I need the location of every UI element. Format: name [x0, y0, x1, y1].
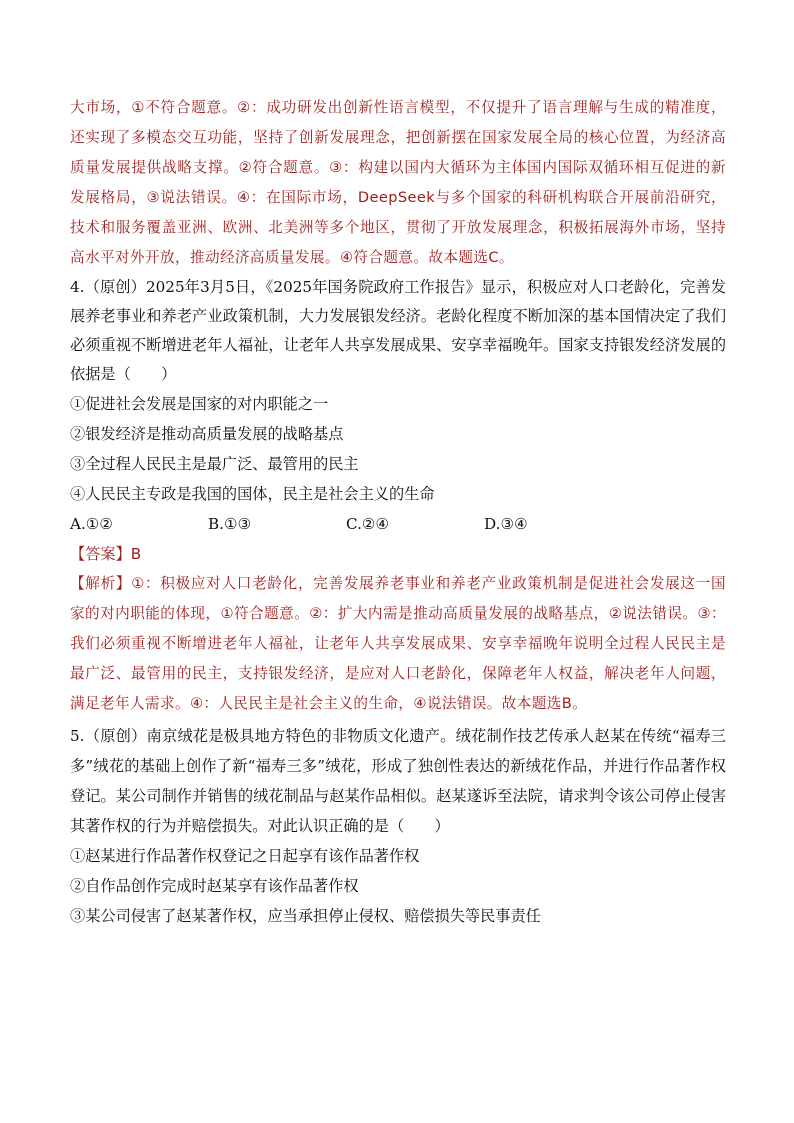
- question-5-stem: 5.（原创）南京绒花是极具地方特色的非物质文化遗产。绒花制作技艺传承人赵某在传统“福寿三多”绒花的基础上创作了新“福寿三多”绒花，形成了独创性表达的新绒花作品，并进行作品著作权登记。某公司制作并销售的绒花制品与赵某作品相似。赵某遂诉至法院，请求判令该公司停止侵害其著作权的行为并赔偿损失。对此认识正确的是（ ）: [70, 727, 726, 835]
- prev-question-explanation: 大市场，①不符合题意。②：成功研发出创新性语言模型，不仅提升了语言理解与生成的精准度，还实现了多模态交互功能，坚持了创新发展理念，把创新摆在国家发展全局的核心位置，为经济高质量发展提供战略支撑。②符合题意。③：构建以国内大循环为主体国内国际双循环相互促进的新发展格局，③说法错误。④：在国际市场，DeepSeek与多个国家的科研机构联合开展前沿研究，技术和服务覆盖亚洲、欧洲、北美洲等多个地区，贯彻了开放发展理念，积极拓展海外市场，坚持高水平对外开放，推动经济高质量发展。④符合题意。故本题选C。: [70, 99, 726, 266]
- choice-c: C.②④: [346, 515, 390, 533]
- choice-a: A.①②: [70, 515, 114, 533]
- question-4-stem: 4.（原创）2025年3月5日，《2025年国务院政府工作报告》显示，积极应对人口老龄化，完善发展养老事业和养老产业政策机制，大力发展银发经济。老龄化程度不断加深的基本国情决定了我们必须重视不断增进老年人福祉，让老年人共享发展成果、安享幸福晚年。国家支持银发经济发展的依据是（ ）: [70, 278, 726, 383]
- question-5-option-2: ②自作品创作完成时赵某享有该作品著作权: [70, 877, 359, 895]
- question-4-option-1: ①促进社会发展是国家的对内职能之一: [70, 395, 329, 413]
- question-4-option-2: ②银发经济是推动高质量发展的战略基点: [70, 425, 344, 443]
- choice-d: D.③④: [484, 515, 528, 533]
- explanation-text: ①：积极应对人口老龄化，完善发展养老事业和养老产业政策机制是促进社会发展这一国家的对内职能的体现，①符合题意。②：扩大内需是推动高质量发展的战略基点，②说法错误。③：我们必须重视不断增进老年人福祉，让老年人共享发展成果、安享幸福晚年说明全过程人民民主是最广泛、最管用的民主，支持银发经济，是应对人口老龄化，保障老年人权益，解决老年人问题，满足老年人需求。④：人民民主是社会主义的生命，④说法错误。故本题选B。: [70, 575, 727, 712]
- question-5: [70, 721, 726, 931]
- choice-b: B.①③: [208, 515, 252, 533]
- answer-value: B: [130, 545, 142, 563]
- explanation-tag: 【解析】: [70, 575, 132, 592]
- question-4-answer: [70, 539, 726, 569]
- question-4-choices: [70, 509, 726, 539]
- question-5-option-3: ③某公司侵害了赵某著作权，应当承担停止侵权、赔偿损失等民事责任: [70, 907, 541, 925]
- question-4: [70, 273, 726, 719]
- question-4-option-3: ③全过程人民民主是最广泛、最管用的民主: [70, 455, 359, 473]
- document-page: [70, 93, 726, 931]
- question-5-option-1: ①赵某进行作品著作权登记之日起享有该作品著作权: [70, 847, 420, 865]
- question-4-option-4: ④人民民主专政是我国的国体，民主是社会主义的生命: [70, 485, 435, 503]
- answer-tag: 【答案】: [70, 545, 131, 563]
- question-4-explanation: [70, 569, 726, 719]
